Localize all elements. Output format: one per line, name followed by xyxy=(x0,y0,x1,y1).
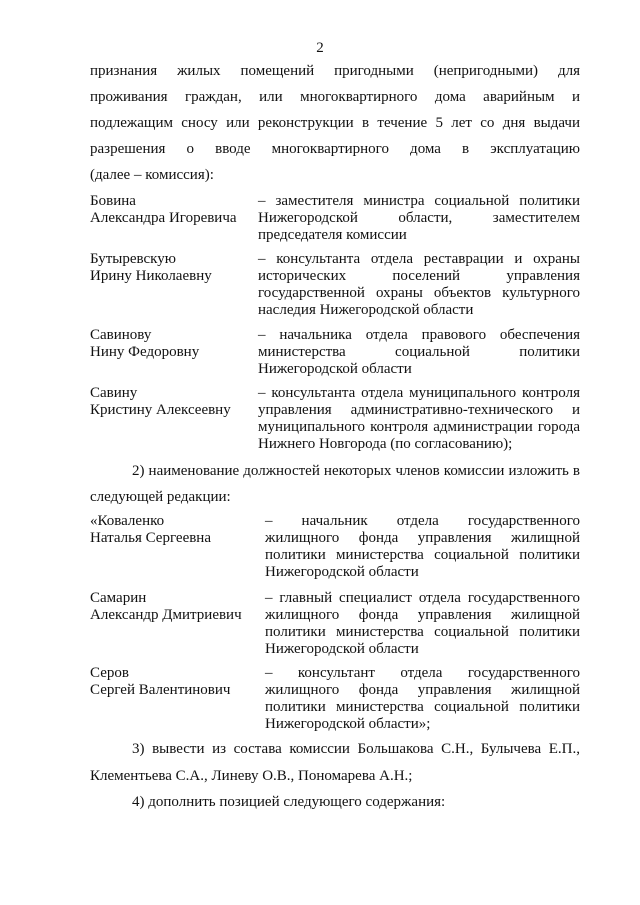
item-4-line: 4) дополнить позицией следующего содержания: xyxy=(132,794,446,810)
member-name: Самарин Александр Дмитриевич xyxy=(90,590,242,623)
item-3-line: 3) вывести из состава комиссии Большакова С.Н., Булычева Е.П., xyxy=(132,741,580,757)
member-role: – консультант отдела государственного жилищного фонда управления жилищной политики министерства социальной политики Нижегородской области»; xyxy=(265,665,580,732)
intro-line: (далее – комиссия): xyxy=(90,167,214,183)
member-name: Савину Кристину Алексеевну xyxy=(90,385,231,418)
member-name: Серов Сергей Валентинович xyxy=(90,665,231,698)
intro-line: проживания граждан, или многоквартирного дома аварийным и xyxy=(90,89,580,105)
member-role: – консультанта отдела муниципального контроля управления административно-технического и муниципального контроля администрации города Нижнего Новгорода (по согласованию); xyxy=(258,385,580,452)
member-role: – заместителя министра социальной политики Нижегородской области, заместителем председателя комиссии xyxy=(258,193,580,243)
member-role: – консультанта отдела реставрации и охраны исторических поселений управления государственной охраны объектов культурного наследия Нижегородской области xyxy=(258,251,580,318)
member-name: Бутыревскую Ирину Николаевну xyxy=(90,251,212,284)
item-2-line: 2) наименование должностей некоторых членов комиссии изложить в xyxy=(132,463,580,479)
member-name: «Коваленко Наталья Сергеевна xyxy=(90,513,211,546)
member-name: Бовина Александра Игоревича xyxy=(90,193,237,226)
member-role: – начальника отдела правового обеспечения министерства социальной политики Нижегородской области xyxy=(258,327,580,377)
page-number: 2 xyxy=(316,40,324,56)
member-role: – главный специалист отдела государственного жилищного фонда управления жилищной политики министерства социальной политики Нижегородской области xyxy=(265,590,580,657)
member-role: – начальник отдела государственного жилищного фонда управления жилищной политики министерства социальной политики Нижегородской области xyxy=(265,513,580,580)
intro-line: разрешения о вводе многоквартирного дома в эксплуатацию xyxy=(90,141,580,157)
item-3-line: Клементьева С.А., Линеву О.В., Пономарева А.Н.; xyxy=(90,768,413,784)
item-2-line: следующей редакции: xyxy=(90,489,231,505)
intro-line: подлежащим сносу или реконструкции в течение 5 лет со дня выдачи xyxy=(90,115,580,131)
member-name: Савинову Нину Федоровну xyxy=(90,327,200,360)
intro-line: признания жилых помещений пригодными (непригодными) для xyxy=(90,63,580,79)
